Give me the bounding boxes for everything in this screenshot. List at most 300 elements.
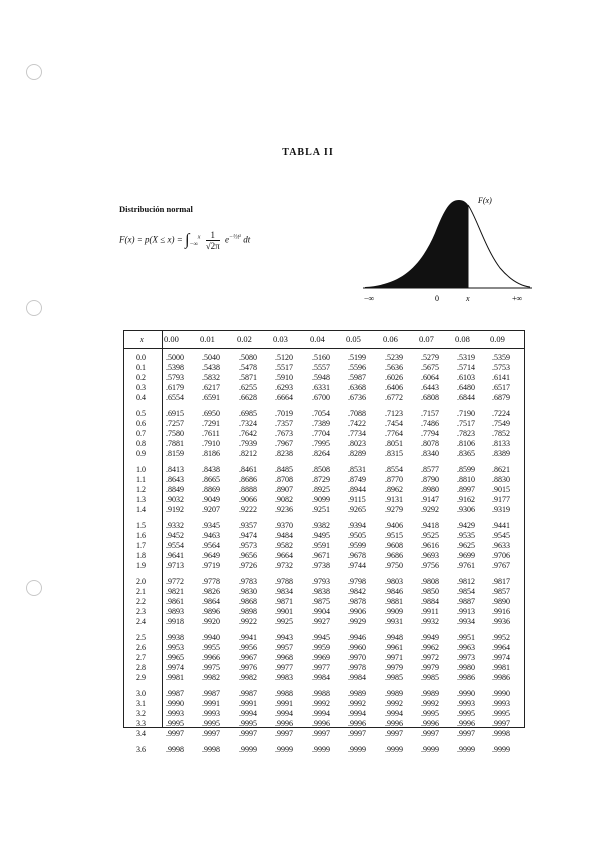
table-cell: .9345 — [202, 521, 220, 530]
row-x-value: 1.8 — [136, 551, 146, 560]
row-x-value: 0.9 — [136, 449, 146, 458]
table-row — [124, 745, 524, 755]
table-cell: .6664 — [275, 393, 293, 402]
table-cell: .7486 — [421, 419, 439, 428]
table-cell: .8849 — [166, 485, 184, 494]
table-cell: .7673 — [275, 429, 293, 438]
table-cell: .8665 — [202, 475, 220, 484]
table-cell: .9990 — [492, 689, 510, 698]
table-row — [124, 607, 524, 617]
table-cell: .9788 — [275, 577, 293, 586]
table-cell: .9992 — [312, 699, 330, 708]
label-zero: 0 — [435, 294, 439, 303]
table-cell: .7088 — [348, 409, 366, 418]
table-cell: .7910 — [202, 439, 220, 448]
table-cell: .9946 — [348, 633, 366, 642]
table-cell: .7324 — [239, 419, 257, 428]
table-cell: .9964 — [492, 643, 510, 652]
table-cell: .9990 — [166, 699, 184, 708]
table-cell: .8315 — [385, 449, 403, 458]
row-x-value: 2.3 — [136, 607, 146, 616]
curve-tail — [468, 205, 530, 287]
table-row — [124, 465, 524, 475]
table-cell: .9997 — [385, 729, 403, 738]
table-row — [124, 419, 524, 429]
table-cell: .9783 — [239, 577, 257, 586]
cdf-formula — [119, 230, 250, 251]
table-cell: .9817 — [492, 577, 510, 586]
table-cell: .9999 — [385, 745, 403, 754]
table-row — [124, 449, 524, 459]
row-x-value: 1.1 — [136, 475, 146, 484]
table-cell: .9505 — [348, 531, 366, 540]
table-cell: .9608 — [385, 541, 403, 550]
page-title: TABLA II — [282, 147, 334, 158]
table-cell: .5199 — [348, 353, 366, 362]
table-cell: .9977 — [312, 663, 330, 672]
table-cell: .9997 — [239, 729, 257, 738]
row-x-value: 1.5 — [136, 521, 146, 530]
table-cell: .9370 — [275, 521, 293, 530]
table-cell: .9236 — [275, 505, 293, 514]
table-cell: .9082 — [275, 495, 293, 504]
table-cell: .9826 — [202, 587, 220, 596]
table-cell: .9934 — [457, 617, 475, 626]
table-cell: .9997 — [166, 729, 184, 738]
table-cell: .9761 — [457, 561, 475, 570]
table-cell: .9953 — [166, 643, 184, 652]
table-cell: .9441 — [492, 521, 510, 530]
table-cell: .9929 — [348, 617, 366, 626]
table-cell: .9978 — [348, 663, 366, 672]
table-cell: .7794 — [421, 429, 439, 438]
table-cell: .9920 — [202, 617, 220, 626]
table-cell: .9989 — [385, 689, 403, 698]
table-cell: .9993 — [166, 709, 184, 718]
table-cell: .9963 — [457, 643, 475, 652]
table-cell: .9222 — [239, 505, 257, 514]
table-cell: .9992 — [385, 699, 403, 708]
row-x-value: 3.0 — [136, 689, 146, 698]
table-cell: .7939 — [239, 439, 257, 448]
table-cell: .9535 — [457, 531, 475, 540]
table-cell: .9996 — [385, 719, 403, 728]
formula-dt: dt — [243, 234, 251, 245]
table-cell: .9997 — [348, 729, 366, 738]
table-row — [124, 653, 524, 663]
table-cell: .9452 — [166, 531, 184, 540]
table-row — [124, 485, 524, 495]
table-cell: .9582 — [275, 541, 293, 550]
table-cell: .6554 — [166, 393, 184, 402]
row-x-value: 2.1 — [136, 587, 146, 596]
table-cell: .9913 — [457, 607, 475, 616]
table-row — [124, 495, 524, 505]
table-cell: .9925 — [275, 617, 293, 626]
table-cell: .9956 — [239, 643, 257, 652]
table-cell: .6443 — [421, 383, 439, 392]
table-cell: .9997 — [457, 729, 475, 738]
table-cell: .9983 — [275, 673, 293, 682]
table-cell: .9955 — [202, 643, 220, 652]
table-cell: .8485 — [275, 465, 293, 474]
table-cell: .8554 — [385, 465, 403, 474]
table-cell: .9988 — [312, 689, 330, 698]
table-cell: .9857 — [492, 587, 510, 596]
row-x-value: 0.1 — [136, 363, 146, 372]
table-cell: .9719 — [202, 561, 220, 570]
table-cell: .9838 — [312, 587, 330, 596]
table-cell: .8106 — [457, 439, 475, 448]
table-cell: .9997 — [492, 719, 510, 728]
table-cell: .6255 — [239, 383, 257, 392]
table-cell: .5753 — [492, 363, 510, 372]
table-cell: .6368 — [348, 383, 366, 392]
table-cell: .9641 — [166, 551, 184, 560]
table-cell: .9970 — [348, 653, 366, 662]
table-cell: .9463 — [202, 531, 220, 540]
table-cell: .9994 — [312, 709, 330, 718]
table-cell: .7611 — [202, 429, 220, 438]
table-cell: .9656 — [239, 551, 257, 560]
table-cell: .7881 — [166, 439, 184, 448]
table-cell: .8212 — [239, 449, 257, 458]
table-row — [124, 409, 524, 419]
table-cell: .9984 — [348, 673, 366, 682]
table-cell: .9997 — [421, 729, 439, 738]
exp-exponent: −½t² — [228, 234, 241, 241]
table-cell: .6103 — [457, 373, 475, 382]
table-cell: .9066 — [239, 495, 257, 504]
table-cell: .9976 — [239, 663, 257, 672]
table-cell: .5714 — [457, 363, 475, 372]
normal-distribution-table — [123, 330, 525, 754]
table-cell: .9996 — [312, 719, 330, 728]
table-cell: .9854 — [457, 587, 475, 596]
table-cell: .6700 — [312, 393, 330, 402]
table-cell: .8980 — [421, 485, 439, 494]
table-cell: .8888 — [239, 485, 257, 494]
table-cell: .9916 — [492, 607, 510, 616]
table-row — [124, 373, 524, 383]
table-cell: .6772 — [385, 393, 403, 402]
table-cell: .9864 — [202, 597, 220, 606]
row-x-value: 2.5 — [136, 633, 146, 642]
table-cell: .9554 — [166, 541, 184, 550]
table-cell: .9599 — [348, 541, 366, 550]
table-cell: .5239 — [385, 353, 403, 362]
table-cell: .5636 — [385, 363, 403, 372]
table-cell: .9990 — [457, 689, 475, 698]
normal-curve-figure — [360, 188, 535, 308]
table-cell: .9965 — [166, 653, 184, 662]
row-x-value: 0.6 — [136, 419, 146, 428]
table-cell: .7580 — [166, 429, 184, 438]
table-cell: .6985 — [239, 409, 257, 418]
table-cell: .9884 — [421, 597, 439, 606]
table-cell: .9992 — [348, 699, 366, 708]
table-row — [124, 643, 524, 653]
header-col-3: 0.03 — [273, 334, 288, 344]
table-cell: .7291 — [202, 419, 220, 428]
table-cell: .9778 — [202, 577, 220, 586]
table-cell: .9991 — [202, 699, 220, 708]
row-x-value: 3.2 — [136, 709, 146, 718]
table-cell: .8686 — [239, 475, 257, 484]
table-cell: .5080 — [239, 353, 257, 362]
table-cell: .5478 — [239, 363, 257, 372]
table-cell: .9993 — [202, 709, 220, 718]
table-cell: .9251 — [312, 505, 330, 514]
table-cell: .7823 — [457, 429, 475, 438]
table-cell: .9812 — [457, 577, 475, 586]
table-cell: .7190 — [457, 409, 475, 418]
table-cell: .9177 — [492, 495, 510, 504]
table-cell: .9821 — [166, 587, 184, 596]
row-x-value: 0.0 — [136, 353, 146, 362]
table-cell: .9979 — [385, 663, 403, 672]
table-cell: .9192 — [166, 505, 184, 514]
table-cell: .7422 — [348, 419, 366, 428]
table-cell: .8289 — [348, 449, 366, 458]
table-row — [124, 719, 524, 729]
table-cell: .7734 — [348, 429, 366, 438]
header-col-6: 0.06 — [383, 334, 398, 344]
table-cell: .9996 — [348, 719, 366, 728]
table-cell: .6217 — [202, 383, 220, 392]
table-cell: .8599 — [457, 465, 475, 474]
table-cell: .5398 — [166, 363, 184, 372]
table-cell: .9319 — [492, 505, 510, 514]
table-row — [124, 561, 524, 571]
table-cell: .9904 — [312, 607, 330, 616]
table-cell: .9962 — [421, 643, 439, 652]
table-cell: .8461 — [239, 465, 257, 474]
table-cell: .9968 — [275, 653, 293, 662]
table-cell: .9671 — [312, 551, 330, 560]
table-cell: .9961 — [385, 643, 403, 652]
table-cell: .8413 — [166, 465, 184, 474]
row-x-value: 2.6 — [136, 643, 146, 652]
table-cell: .9966 — [202, 653, 220, 662]
table-cell: .9998 — [492, 729, 510, 738]
table-cell: .6480 — [457, 383, 475, 392]
table-cell: .9573 — [239, 541, 257, 550]
header-col-7: 0.07 — [419, 334, 434, 344]
table-cell: .9798 — [348, 577, 366, 586]
table-cell: .9279 — [385, 505, 403, 514]
scan-hole-mark-bottom — [26, 580, 42, 596]
table-cell: .8729 — [312, 475, 330, 484]
table-cell: .9994 — [239, 709, 257, 718]
table-cell: .6808 — [421, 393, 439, 402]
row-x-value: 2.8 — [136, 663, 146, 672]
table-cell: .8051 — [385, 439, 403, 448]
table-row — [124, 587, 524, 597]
table-cell: .9927 — [312, 617, 330, 626]
row-x-value: 0.3 — [136, 383, 146, 392]
table-cell: .9846 — [385, 587, 403, 596]
table-cell: .9972 — [421, 653, 439, 662]
table-row — [124, 673, 524, 683]
table-cell: .9015 — [492, 485, 510, 494]
table-cell: .9999 — [239, 745, 257, 754]
table-cell: .9306 — [457, 505, 475, 514]
table-cell: .9545 — [492, 531, 510, 540]
table-cell: .9744 — [348, 561, 366, 570]
table-cell: .9981 — [492, 663, 510, 672]
table-cell: .7054 — [312, 409, 330, 418]
table-row — [124, 551, 524, 561]
table-cell: .7123 — [385, 409, 403, 418]
table-cell: .9999 — [312, 745, 330, 754]
table-cell: .9115 — [348, 495, 366, 504]
table-cell: .8186 — [202, 449, 220, 458]
table-cell: .5675 — [421, 363, 439, 372]
table-cell: .9772 — [166, 577, 184, 586]
row-x-value: 2.7 — [136, 653, 146, 662]
table-cell: .8238 — [275, 449, 293, 458]
table-cell: .9995 — [421, 709, 439, 718]
table-row — [124, 429, 524, 439]
row-x-value: 1.0 — [136, 465, 146, 474]
table-cell: .9980 — [457, 663, 475, 672]
table-cell: .8810 — [457, 475, 475, 484]
table-row — [124, 709, 524, 719]
table-cell: .9988 — [275, 689, 293, 698]
table-cell: .9999 — [348, 745, 366, 754]
table-cell: .9207 — [202, 505, 220, 514]
table-cell: .5910 — [275, 373, 293, 382]
table-cell: .9868 — [239, 597, 257, 606]
integral-upper: x — [197, 234, 201, 241]
table-cell: .9484 — [275, 531, 293, 540]
table-row — [124, 439, 524, 449]
table-cell: .5832 — [202, 373, 220, 382]
table-cell: .5517 — [275, 363, 293, 372]
table-cell: .8770 — [385, 475, 403, 484]
table-cell: .7852 — [492, 429, 510, 438]
table-cell: .5120 — [275, 353, 293, 362]
table-cell: .8830 — [492, 475, 510, 484]
table-cell: .9906 — [348, 607, 366, 616]
table-cell: .9991 — [239, 699, 257, 708]
table-cell: .9732 — [275, 561, 293, 570]
table-cell: .9382 — [312, 521, 330, 530]
table-cell: .9999 — [457, 745, 475, 754]
table-cell: .5160 — [312, 353, 330, 362]
table-cell: .9982 — [202, 673, 220, 682]
row-x-value: 0.2 — [136, 373, 146, 382]
table-cell: .9941 — [239, 633, 257, 642]
table-cell: .9649 — [202, 551, 220, 560]
table-cell: .9994 — [275, 709, 293, 718]
table-row — [124, 353, 524, 363]
table-cell: .9936 — [492, 617, 510, 626]
table-cell: .9993 — [457, 699, 475, 708]
table-cell: .9999 — [492, 745, 510, 754]
table-cell: .7995 — [312, 439, 330, 448]
header-col-1: 0.01 — [200, 334, 215, 344]
table-cell: .9564 — [202, 541, 220, 550]
row-x-value: 3.4 — [136, 729, 146, 738]
table-cell: .9957 — [275, 643, 293, 652]
table-cell: .9945 — [312, 633, 330, 642]
table-cell: .6844 — [457, 393, 475, 402]
table-cell: .9394 — [348, 521, 366, 530]
table-header — [124, 331, 524, 349]
table-cell: .6293 — [275, 383, 293, 392]
table-cell: .9911 — [421, 607, 439, 616]
label-x: x — [466, 294, 470, 303]
table-cell: .9994 — [385, 709, 403, 718]
formula-fraction — [206, 230, 220, 251]
table-cell: .5359 — [492, 353, 510, 362]
table-cell: .9693 — [421, 551, 439, 560]
table-cell: .9406 — [385, 521, 403, 530]
header-col-2: 0.02 — [237, 334, 252, 344]
section-subtitle: Distribución normal — [119, 204, 193, 214]
fraction-denominator: √2π — [205, 241, 220, 251]
table-cell: .9699 — [457, 551, 475, 560]
row-x-value: 1.9 — [136, 561, 146, 570]
table-cell: .9625 — [457, 541, 475, 550]
table-cell: .9995 — [492, 709, 510, 718]
table-cell: .6331 — [312, 383, 330, 392]
table-cell: .9938 — [166, 633, 184, 642]
table-cell: .8997 — [457, 485, 475, 494]
integral-lower: −∞ — [189, 241, 198, 248]
table-cell: .9975 — [202, 663, 220, 672]
table-cell: .5040 — [202, 353, 220, 362]
table-cell: .9951 — [457, 633, 475, 642]
table-cell: .9131 — [385, 495, 403, 504]
table-cell: .6591 — [202, 393, 220, 402]
table-cell: .9932 — [421, 617, 439, 626]
table-cell: .8708 — [275, 475, 293, 484]
table-cell: .9909 — [385, 607, 403, 616]
table-cell: .9959 — [312, 643, 330, 652]
table-cell: .9967 — [239, 653, 257, 662]
table-cell: .9049 — [202, 495, 220, 504]
row-x-value: 3.3 — [136, 719, 146, 728]
table-cell: .9989 — [348, 689, 366, 698]
row-x-value: 2.2 — [136, 597, 146, 606]
table-cell: .7257 — [166, 419, 184, 428]
table-cell: .9997 — [275, 729, 293, 738]
table-cell: .6179 — [166, 383, 184, 392]
table-cell: .9948 — [385, 633, 403, 642]
table-cell: .9515 — [385, 531, 403, 540]
table-cell: .8643 — [166, 475, 184, 484]
table-cell: .9706 — [492, 551, 510, 560]
table-cell: .8907 — [275, 485, 293, 494]
table-cell: .9713 — [166, 561, 184, 570]
table-cell: .9664 — [275, 551, 293, 560]
integral-symbol: ∫ — [185, 231, 190, 249]
table-cell: .9999 — [275, 745, 293, 754]
row-x-value: 2.9 — [136, 673, 146, 682]
row-x-value: 3.6 — [136, 745, 146, 754]
table-cell: .9918 — [166, 617, 184, 626]
table-cell: .9871 — [275, 597, 293, 606]
row-x-value: 1.3 — [136, 495, 146, 504]
table-cell: .9982 — [239, 673, 257, 682]
table-cell: .9999 — [421, 745, 439, 754]
table-cell: .6736 — [348, 393, 366, 402]
table-cell: .9793 — [312, 577, 330, 586]
table-cell: .8531 — [348, 465, 366, 474]
